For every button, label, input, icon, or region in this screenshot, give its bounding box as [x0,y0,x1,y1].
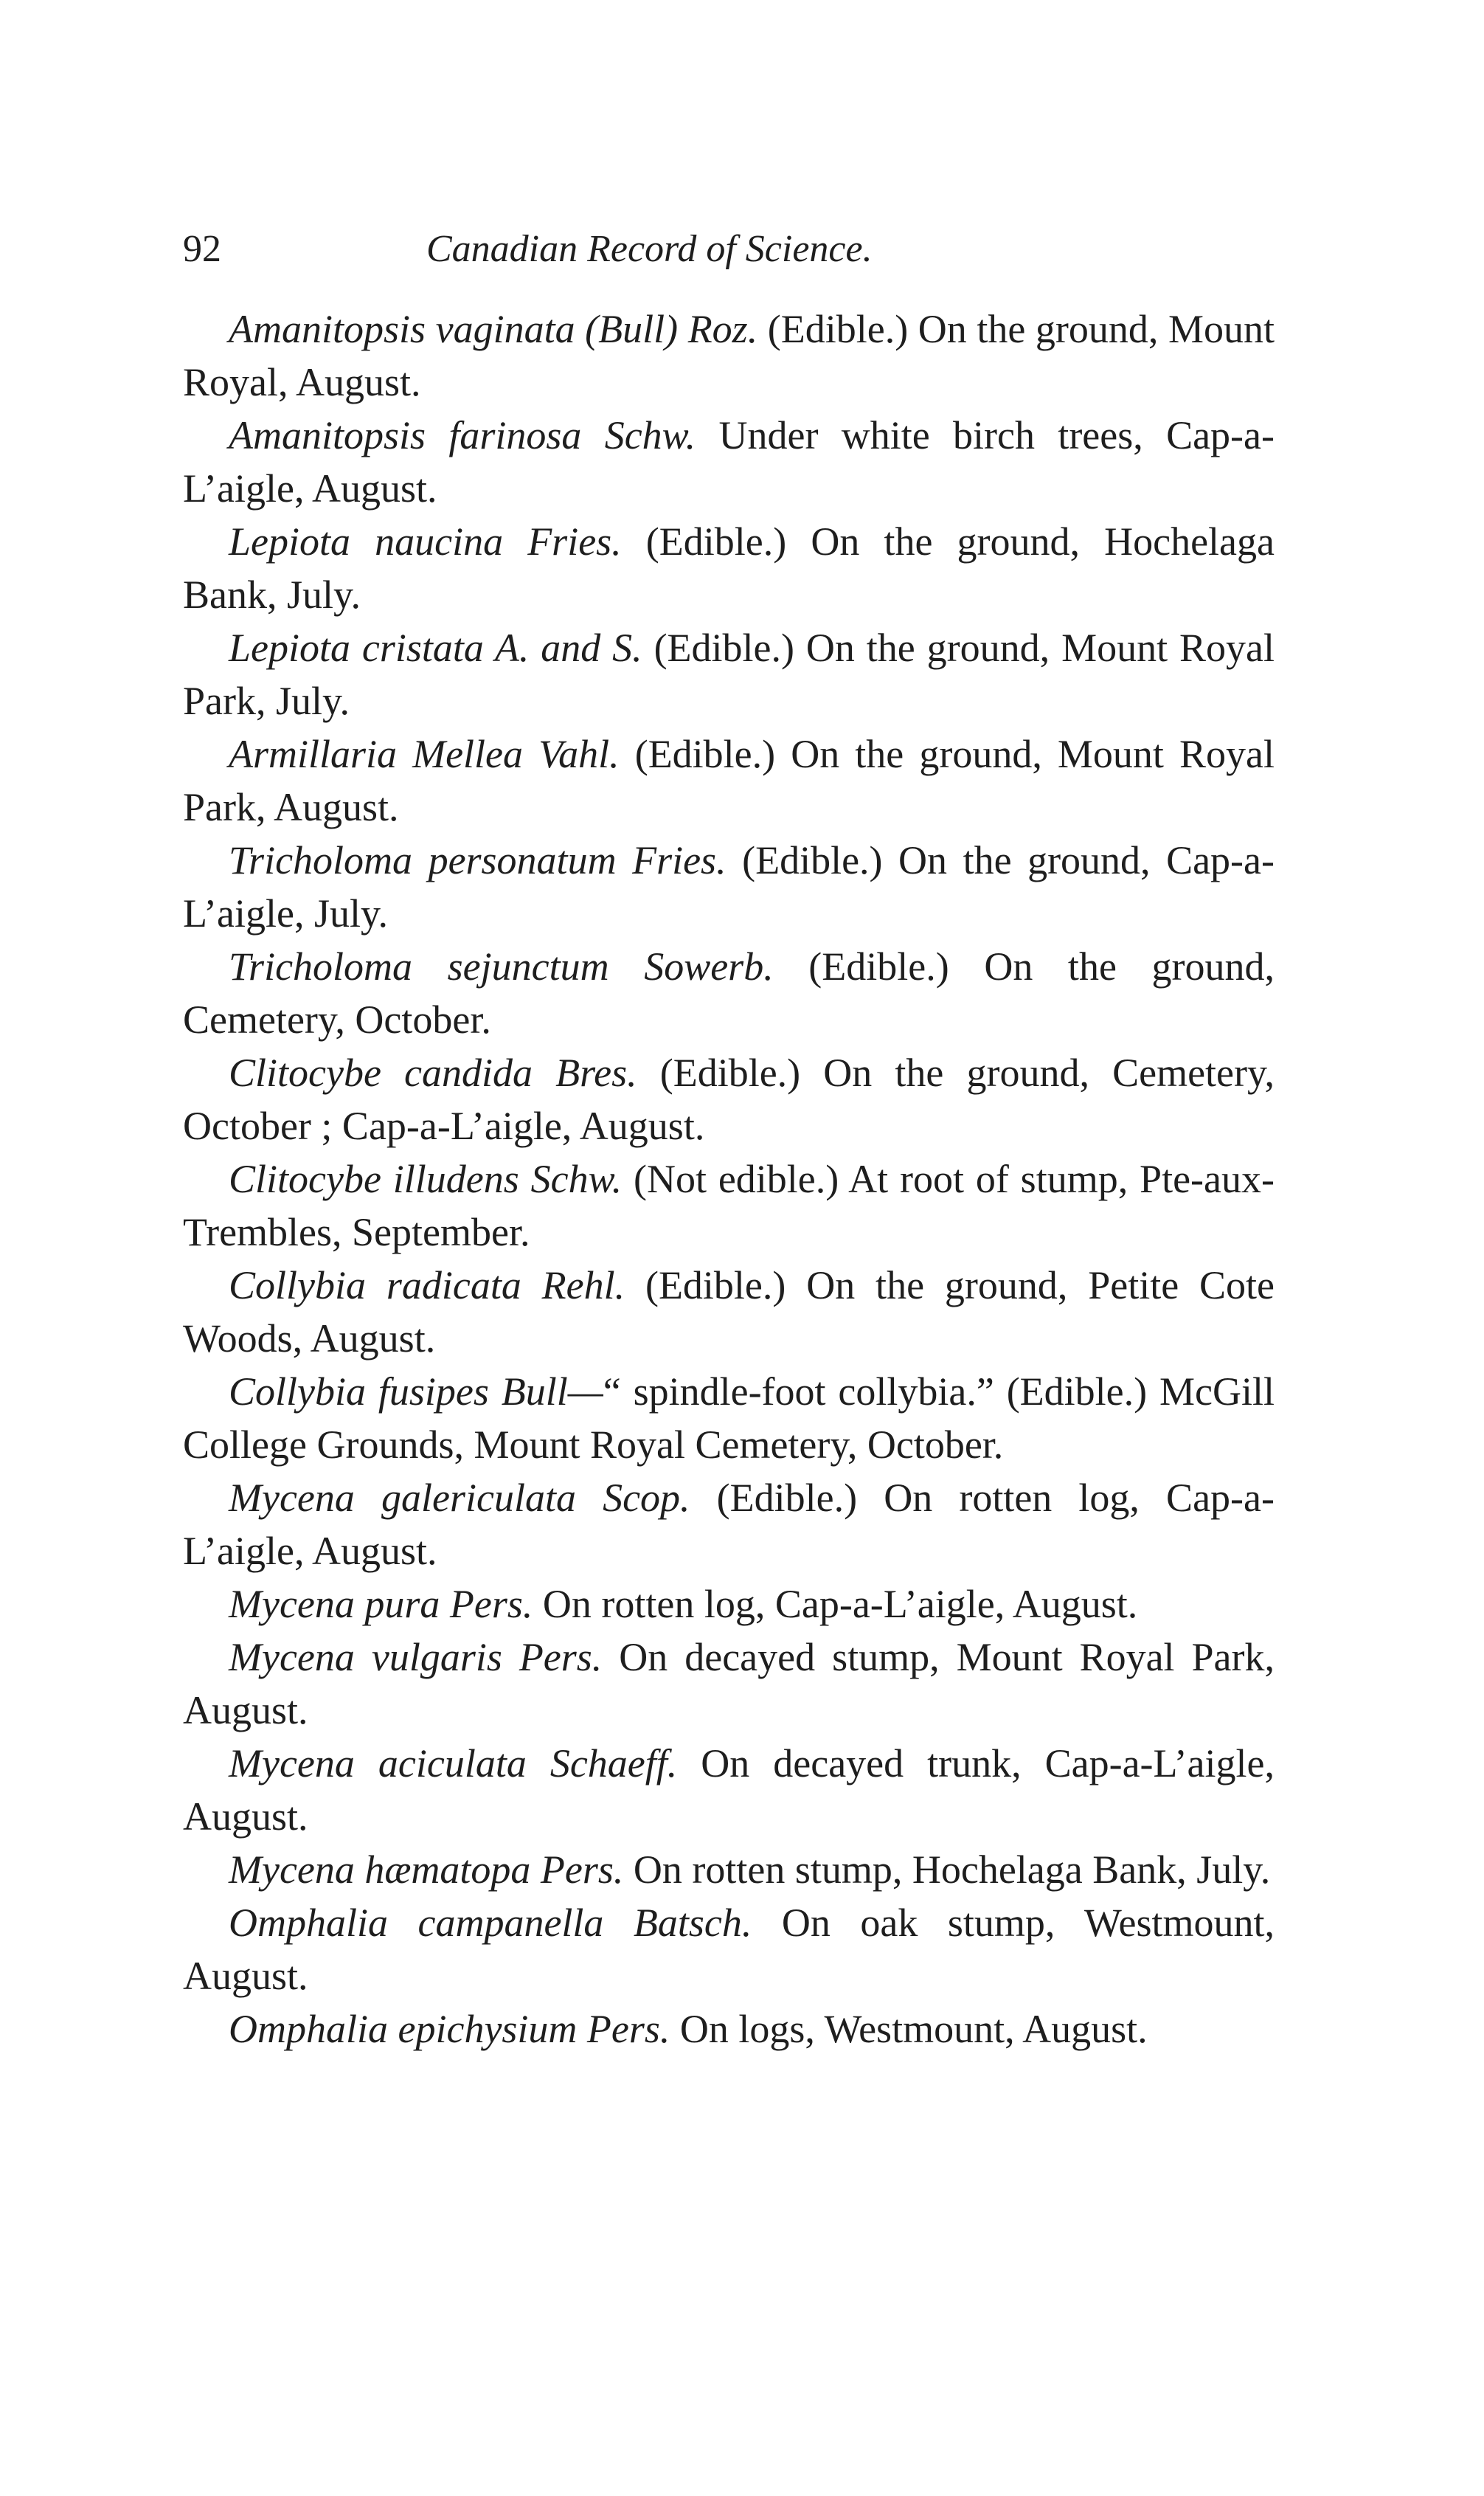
species-entry [183,515,1275,621]
species-name: Tricholoma sejunctum Sowerb. [229,944,774,989]
species-entry [183,1471,1275,1577]
species-entry [183,1843,1275,1896]
species-notes: (Edible.) On the ground, Petite Cote Woods, August. [183,1263,1275,1361]
species-notes: Under white birch trees, Cap-a-L’aigle, August. [183,413,1275,511]
page-number: 92 [183,228,221,270]
species-name: Lepiota cristata A. and S. [229,626,642,670]
species-notes: On oak stump, Westmount, August. [183,1901,1275,1998]
species-notes: (Edible.) On the ground, Mount Royal, August. [183,307,1275,404]
species-notes: (Edible.) On the ground, Hochelaga Bank, July. [183,519,1275,617]
species-name: Amanitopsis farinosa Schw. [229,413,696,457]
species-notes: On rotten stump, Hochelaga Bank, July. [623,1847,1271,1892]
species-name: Mycena galericulata Scop. [229,1476,690,1520]
species-name: Omphalia campanella Batsch. [229,1901,752,1945]
species-entry [183,727,1275,834]
species-notes: (Edible.) On the ground, Mount Royal Park, July. [183,626,1275,723]
species-notes: (Not edible.) At root of stump, Pte-aux-Trembles, September. [183,1157,1275,1254]
species-notes: “ spindle-foot collybia.” (Edible.) McGill College Grounds, Mount Royal Cemetery, October. [183,1369,1275,1467]
species-notes: (Edible.) On the ground, Cemetery, October ; Cap-a-L’aigle, August. [183,1051,1275,1148]
species-entry [183,1631,1275,1737]
species-name: Mycena hæmatopa Pers. [229,1847,624,1892]
species-entry [183,834,1275,940]
species-name: Mycena aciculata Schaeff. [229,1741,678,1785]
species-entry [183,940,1275,1046]
species-entry [183,1259,1275,1365]
species-name: Amanitopsis vaginata (Bull) Roz. [229,307,758,351]
species-name: Clitocybe candida Bres. [229,1051,637,1095]
species-name: Armillaria Mellea Vahl. [229,732,620,776]
species-name: Mycena pura Pers. [229,1582,533,1626]
species-name: Mycena vulgaris Pers. [229,1635,603,1679]
species-entry [183,409,1275,515]
species-entry [183,1152,1275,1259]
species-entry [183,2002,1275,2056]
species-notes: (Edible.) On the ground, Cemetery, October. [183,944,1275,1042]
species-name: Lepiota naucina Fries. [229,519,622,564]
species-name: Collybia fusipes Bull— [229,1369,603,1414]
page-header [183,214,1275,303]
species-name: Clitocybe illudens Schw. [229,1157,623,1201]
species-notes: (Edible.) On the ground, Mount Royal Park, August. [183,732,1275,829]
species-entry [183,1046,1275,1152]
running-title: Canadian Record of Science. [426,228,873,270]
species-entry [183,621,1275,727]
species-notes: (Edible.) On rotten log, Cap-a-L’aigle, August. [183,1476,1275,1573]
species-name: Collybia radicata Rehl. [229,1263,625,1307]
species-name: Tricholoma personatum Fries. [229,838,727,882]
species-notes: On decayed stump, Mount Royal Park, August. [183,1635,1275,1732]
species-list [183,303,1275,2056]
species-notes: On rotten log, Cap-a-L’aigle, August. [533,1582,1138,1626]
book-page [183,214,1275,2056]
species-notes: On decayed trunk, Cap-a-L’aigle, August. [183,1741,1275,1839]
species-entry [183,1365,1275,1471]
species-entry [183,1896,1275,2002]
species-entry [183,1577,1275,1631]
species-notes: On logs, Westmount, August. [670,2007,1148,2051]
species-entry [183,303,1275,409]
species-name: Omphalia epichysium Pers. [229,2007,670,2051]
species-notes: (Edible.) On the ground, Cap-a-L’aigle, July. [183,838,1275,936]
species-entry [183,1737,1275,1843]
